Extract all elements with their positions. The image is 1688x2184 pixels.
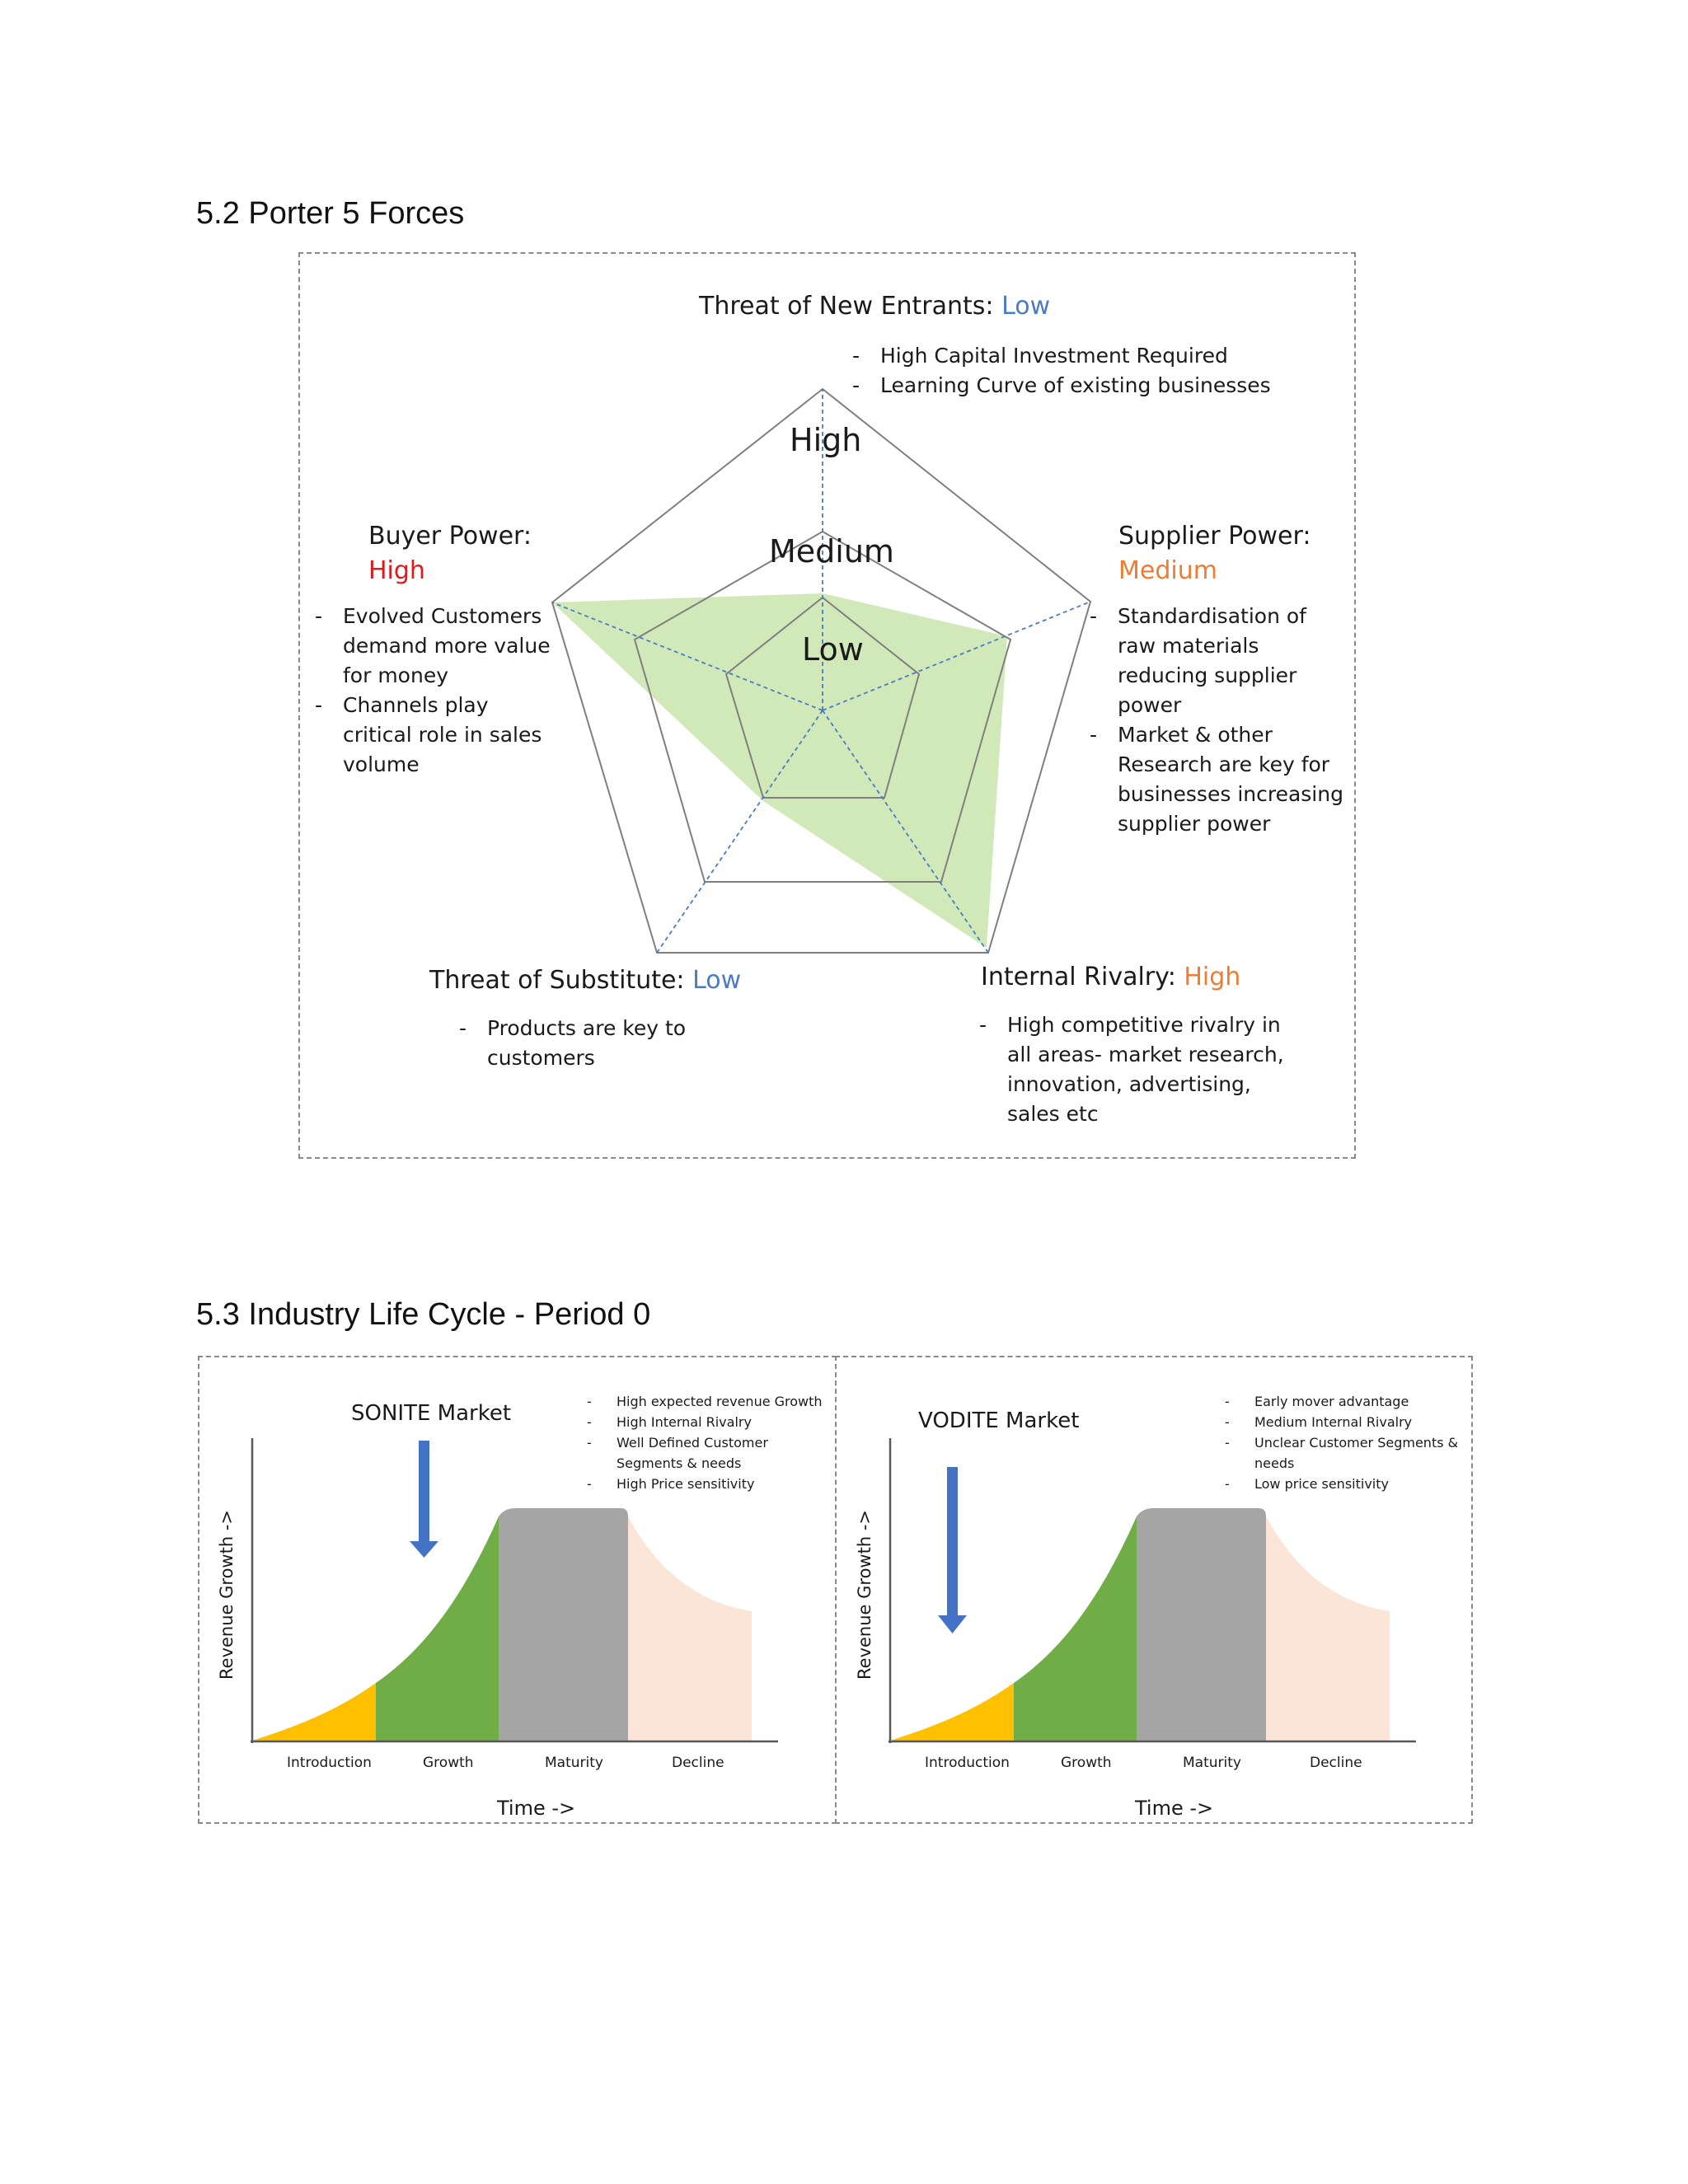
list-item: - Evolved Customers demand more value for money [315, 602, 562, 691]
vodite-arrow-head [938, 1615, 967, 1633]
list-item: - High expected revenue Growth [587, 1391, 834, 1412]
list-item: - Medium Internal Rivalry [1225, 1412, 1472, 1432]
sonite-maturity-area [499, 1508, 628, 1741]
sonite-stage-growth: Growth [423, 1755, 474, 1771]
vodite-stage-maturity: Maturity [1183, 1755, 1241, 1771]
supplier-power-title: Supplier Power: [1118, 522, 1311, 551]
sonite-ylabel: Revenue Growth -> [217, 1510, 237, 1680]
sonite-arrow-shaft [419, 1441, 429, 1544]
substitute-title: Threat of Substitute: Low [429, 966, 742, 995]
list-item: - Learning Curve of existing businesses [852, 371, 1297, 401]
new-entrants-title: Threat of New Entrants: Low [699, 292, 1051, 321]
list-item: - Channels play critical role in sales volume [315, 691, 562, 780]
vodite-growth-area [1014, 1516, 1137, 1741]
vodite-market-title: VODITE Market [918, 1408, 1080, 1433]
sonite-market-title: SONITE Market [351, 1401, 512, 1426]
list-item: - Well Defined Customer Segments & needs [587, 1432, 834, 1474]
buyer-power-title: Buyer Power: [368, 522, 532, 551]
sonite-xlabel: Time -> [497, 1797, 576, 1820]
vodite-arrow-shaft [947, 1467, 958, 1617]
sonite-arrow-head [410, 1541, 438, 1558]
sonite-introduction-area [252, 1683, 376, 1741]
list-item: - Low price sensitivity [1225, 1474, 1472, 1494]
vodite-introduction-area [890, 1683, 1014, 1741]
list-item: - High competitive rivalry in all areas- market research, innovation, advertising, sales etc [979, 1010, 1284, 1129]
vodite-xlabel: Time -> [1135, 1797, 1214, 1820]
vodite-ylabel: Revenue Growth -> [855, 1510, 874, 1680]
sonite-decline-area [628, 1516, 752, 1741]
rivalry-rating: High [1184, 963, 1241, 991]
vodite-stage-decline: Decline [1310, 1755, 1362, 1771]
list-item: - High Capital Investment Required [852, 341, 1297, 371]
supplier-power-rating: Medium [1118, 556, 1217, 585]
new-entrants-rating: Low [1001, 292, 1051, 321]
list-item: - Unclear Customer Segments & needs [1225, 1432, 1472, 1474]
vodite-bullets [1225, 1391, 1472, 1494]
list-item: - High Price sensitivity [587, 1474, 834, 1494]
list-item: - Market & other Research are key for businesses increasing supplier power [1090, 720, 1349, 839]
vodite-stage-introduction: Introduction [925, 1755, 1010, 1771]
level-low-label: Low [802, 631, 864, 668]
buyer-power-rating: High [368, 556, 425, 585]
sonite-stage-decline: Decline [672, 1755, 724, 1771]
sonite-stage-maturity: Maturity [545, 1755, 603, 1771]
sonite-growth-area [376, 1516, 499, 1741]
porter-heading: 5.2 Porter 5 Forces [196, 196, 465, 231]
rivalry-title: Internal Rivalry: High [981, 963, 1241, 991]
level-high-label: High [790, 422, 862, 458]
vodite-stage-growth: Growth [1061, 1755, 1112, 1771]
sonite-stage-introduction: Introduction [287, 1755, 372, 1771]
list-item: - Products are key to customers [459, 1014, 698, 1073]
substitute-rating: Low [692, 966, 742, 995]
level-medium-label: Medium [769, 533, 894, 569]
vodite-decline-area [1266, 1516, 1390, 1741]
sonite-bullets [587, 1391, 834, 1494]
lifecycle-heading: 5.3 Industry Life Cycle - Period 0 [196, 1297, 651, 1332]
vodite-maturity-area [1137, 1508, 1266, 1741]
list-item: - Standardisation of raw materials reducing supplier power [1090, 602, 1349, 720]
list-item: - Early mover advantage [1225, 1391, 1472, 1412]
list-item: - High Internal Rivalry [587, 1412, 834, 1432]
